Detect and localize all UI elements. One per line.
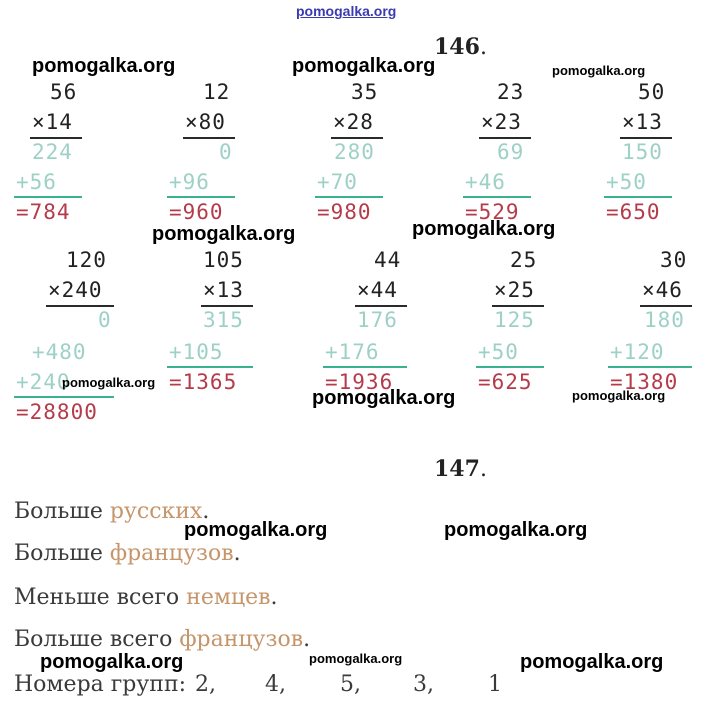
- sum-line: [604, 196, 672, 198]
- underline: [355, 305, 407, 307]
- partial-product: +70: [317, 170, 358, 194]
- multiplicand: 44: [374, 248, 402, 272]
- sentence-end: .: [233, 541, 241, 566]
- multiplicand: 120: [66, 248, 107, 272]
- task-147-dot: .: [479, 457, 487, 482]
- multiplier: ×13: [203, 278, 244, 302]
- sum-line: [14, 396, 114, 398]
- partial-product: 224: [32, 140, 73, 164]
- watermark: pomogalka.org: [552, 63, 646, 78]
- product-result: =960: [169, 200, 224, 224]
- partial-product: 176: [357, 308, 398, 332]
- watermark: pomogalka.org: [309, 651, 403, 666]
- multiplicand: 25: [510, 248, 538, 272]
- group-number: 2,: [195, 672, 216, 697]
- underline: [479, 137, 531, 139]
- multiplicand: 35: [351, 80, 379, 104]
- multiplicand: 30: [660, 248, 688, 272]
- product-result: =28800: [16, 400, 98, 424]
- underline: [331, 137, 383, 139]
- partial-product: +120: [610, 340, 665, 364]
- sum-line: [315, 196, 383, 198]
- watermark: pomogalka.org: [444, 519, 588, 541]
- task-147-number: [434, 456, 487, 482]
- watermark: pomogalka.org: [184, 519, 328, 541]
- multiplier: ×28: [333, 110, 374, 134]
- product-result: =784: [16, 200, 71, 224]
- multiplier: ×240: [48, 278, 103, 302]
- watermark: pomogalka.org: [62, 375, 156, 390]
- partial-product: 0: [219, 140, 233, 164]
- underline: [30, 137, 82, 139]
- partial-product: 125: [494, 308, 535, 332]
- watermark: pomogalka.org: [32, 55, 176, 77]
- task-146-label: 146: [434, 34, 480, 60]
- multiplier: ×13: [622, 110, 663, 134]
- watermark: pomogalka.org: [572, 388, 666, 403]
- multiplicand: 105: [203, 248, 244, 272]
- sum-line: [476, 366, 544, 368]
- group-number: 3,: [413, 672, 434, 697]
- underline: [640, 305, 692, 307]
- product-result: =1380: [610, 370, 679, 394]
- partial-product: 0: [98, 308, 112, 332]
- multiplicand: 50: [638, 80, 666, 104]
- partial-product: +240: [16, 370, 71, 394]
- multiplier: ×25: [494, 278, 535, 302]
- watermark: pomogalka.org: [292, 55, 436, 77]
- partial-product: +176: [325, 340, 380, 364]
- sum-line: [167, 196, 235, 198]
- underline: [183, 137, 235, 139]
- partial-product: +480: [32, 340, 87, 364]
- watermark: pomogalka.org: [152, 223, 296, 245]
- group-number: 5,: [340, 672, 361, 697]
- partial-product: +96: [169, 170, 210, 194]
- group-number: 1: [488, 672, 502, 697]
- partial-product: 69: [497, 140, 525, 164]
- underline: [46, 305, 114, 307]
- sentence-answer: немцев: [186, 585, 271, 610]
- sentence-end: .: [303, 627, 311, 652]
- sum-line: [14, 196, 82, 198]
- watermark: pomogalka.org: [520, 651, 664, 673]
- watermark: pomogalka.org: [412, 218, 556, 240]
- product-result: =529: [465, 200, 520, 224]
- multiplier: ×80: [185, 110, 226, 134]
- task-147-label: 147: [434, 456, 480, 482]
- sum-line: [463, 196, 531, 198]
- partial-product: +105: [169, 340, 224, 364]
- multiplier: ×44: [357, 278, 398, 302]
- task-146-dot: .: [479, 35, 487, 60]
- multiplicand: 12: [203, 80, 231, 104]
- sum-line: [323, 366, 407, 368]
- partial-product: 280: [334, 140, 375, 164]
- partial-product: +50: [606, 170, 647, 194]
- sentence-text: Меньше всего: [14, 585, 187, 610]
- task-146-number: [434, 34, 487, 60]
- multiplicand: 23: [497, 80, 525, 104]
- partial-product: 150: [622, 140, 663, 164]
- sentence-end: .: [270, 585, 278, 610]
- product-result: =625: [478, 370, 533, 394]
- sentence-answer: русских: [109, 499, 203, 524]
- answer-sentence: [14, 585, 278, 610]
- multiplier: ×14: [32, 110, 73, 134]
- sentence-text: Больше: [14, 541, 110, 566]
- group-number: 4,: [265, 672, 286, 697]
- watermark: pomogalka.org: [312, 387, 456, 409]
- product-result: =1936: [325, 370, 394, 394]
- groups-label: Номера групп:: [14, 672, 187, 697]
- sentence-text: Больше всего: [14, 627, 180, 652]
- underline: [620, 137, 672, 139]
- sentence-answer: французов: [179, 627, 304, 652]
- product-result: =980: [317, 200, 372, 224]
- underline: [201, 305, 253, 307]
- sum-line: [608, 366, 692, 368]
- partial-product: 180: [644, 308, 685, 332]
- partial-product: 315: [203, 308, 244, 332]
- partial-product: +50: [478, 340, 519, 364]
- underline: [492, 305, 544, 307]
- sentence-answer: французов: [109, 541, 234, 566]
- sentence-text: Больше: [14, 499, 110, 524]
- product-result: =650: [606, 200, 661, 224]
- answer-sentence: [14, 627, 310, 652]
- answer-sentence: [14, 541, 241, 566]
- multiplier: ×23: [481, 110, 522, 134]
- multiplicand: 56: [50, 80, 78, 104]
- sentence-end: .: [202, 499, 210, 524]
- answer-sentence: [14, 499, 209, 524]
- partial-product: +56: [16, 170, 57, 194]
- partial-product: +46: [465, 170, 506, 194]
- site-header-link[interactable]: pomogalka.org: [296, 3, 397, 19]
- multiplier: ×46: [642, 278, 683, 302]
- product-result: =1365: [169, 370, 238, 394]
- sum-line: [167, 366, 253, 368]
- watermark: pomogalka.org: [40, 651, 184, 673]
